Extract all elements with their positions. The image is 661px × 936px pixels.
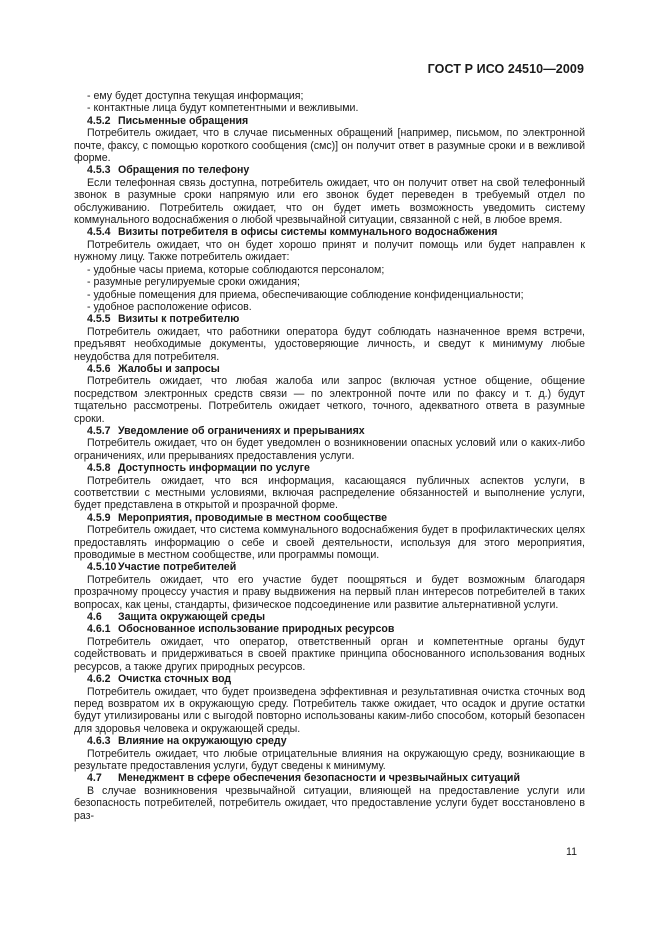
section-title: Влияние на окружающую среду <box>118 735 287 748</box>
document-header: ГОСТ Р ИСО 24510—2009 <box>427 62 584 76</box>
section-title: Менеджмент в сфере обеспечения безопасности и чрезвычайных ситуаций <box>118 772 520 785</box>
list-item: - удобные помещения для приема, обеспечивающие соблюдение конфиденциальности; <box>87 288 524 301</box>
section-heading <box>74 363 585 375</box>
list-item: - контактные лица будут компетентными и вежливыми. <box>87 102 359 115</box>
section-heading <box>74 772 585 784</box>
section-title: Визиты к потребителю <box>118 313 240 326</box>
section-title: Участие потребителей <box>118 561 237 574</box>
document-body <box>74 90 585 822</box>
section-number: 4.6 <box>87 611 102 624</box>
section-number: 4.5.5 <box>87 313 111 326</box>
section-number: 4.6.1 <box>87 623 111 636</box>
paragraph: Потребитель ожидает, что он будет уведомлен о возникновении опасных условий или о каких-либо ограничениях, или прерываниях предоставления услуги. <box>74 437 585 462</box>
paragraph: Потребитель ожидает, что работники оператора будут соблюдать назначенное время встречи, предъявят необходимые документы, удостоверяющие личность, и сведут к минимуму любые неудобства для потребителя. <box>74 325 585 363</box>
paragraph: Потребитель ожидает, что оператор, ответственный орган и компетентные органы будут содействовать и придерживаться в своей практике принципа обоснованного использования водных ресурсов, а также других природных ресурсов. <box>74 635 585 673</box>
section-title: Защита окружающей среды <box>118 611 266 624</box>
section-number: 4.5.4 <box>87 226 111 239</box>
section-heading <box>74 164 585 176</box>
paragraph: Потребитель ожидает, что любые отрицательные влияния на окружающую среду, возникающие в результате предоставления услуги, будут сведены к минимуму. <box>74 747 585 772</box>
section-heading <box>74 735 585 747</box>
paragraph: Потребитель ожидает, что его участие будет поощряться и будет возможным благодаря прозрачному процессу участия и праву выдвижения на первый план интересов потребителей в таких вопросах, как цены, стандарты, физическое подсоединение или развитие альтернативной услуги. <box>74 573 585 611</box>
section-heading <box>74 623 585 635</box>
section-title: Письменные обращения <box>118 114 249 127</box>
list-item: - ему будет доступна текущая информация; <box>87 90 304 102</box>
section-title: Очистка сточных вод <box>118 673 232 686</box>
section-number: 4.5.7 <box>87 424 111 437</box>
section-heading <box>74 611 585 623</box>
section-heading <box>74 115 585 127</box>
paragraph: Потребитель ожидает, что вся информация, касающаяся публичных аспектов услуги, в соответствии с местными условиями, включая распределение обязанностей и выполнение услуги, будет представлена в открытой и прозрачной форме. <box>74 474 585 512</box>
section-title: Визиты потребителя в офисы системы коммунального водоснабжения <box>118 226 498 239</box>
paragraph: Потребитель ожидает, что он будет хорошо принят и получит помощь или будет направлен к нужному лицу. Также потребитель ожидает: <box>74 238 585 264</box>
section-number: 4.5.10 <box>87 561 117 574</box>
list-item: - удобное расположение офисов. <box>87 300 252 313</box>
list-item: - удобные часы приема, которые соблюдаются персоналом; <box>87 263 385 276</box>
section-heading <box>74 425 585 437</box>
paragraph: В случае возникновения чрезвычайной ситуации, влияющей на предоставление услуги или безопасность потребителей, потребитель ожидает, что предоставление услуги будет восстановлено в раз- <box>74 784 585 822</box>
section-heading <box>74 512 585 524</box>
list-item: - разумные регулируемые сроки ожидания; <box>87 276 300 289</box>
paragraph: Потребитель ожидает, что система коммунального водоснабжения будет в профилактических целях предоставлять информацию о себе и своей деятельности, используя для этого мероприятия, проводимые в местном сообществе, или программы помощи. <box>74 524 585 562</box>
section-number: 4.6.3 <box>87 735 111 748</box>
section-heading <box>74 673 585 685</box>
section-title: Жалобы и запросы <box>118 362 220 375</box>
section-title: Доступность информации по услуге <box>118 462 310 475</box>
section-heading <box>74 561 585 573</box>
section-number: 4.5.8 <box>87 462 111 475</box>
paragraph: Потребитель ожидает, что в случае письменных обращений [например, письмом, по электронной почте, факсу, с помощью короткого сообщения (смс)] он получит ответ в разумные сроки и в вежливой форме. <box>74 127 585 165</box>
section-heading <box>74 226 585 238</box>
section-number: 4.5.9 <box>87 511 111 524</box>
section-number: 4.6.2 <box>87 673 111 686</box>
section-number: 4.5.6 <box>87 362 111 375</box>
section-title: Обращения по телефону <box>118 164 250 177</box>
page-number: 11 <box>566 846 577 858</box>
section-number: 4.5.2 <box>87 114 111 127</box>
section-title: Обоснованное использование природных ресурсов <box>118 623 395 636</box>
paragraph: Потребитель ожидает, что будет произведена эффективная и результативная очистка сточных вод перед возвратом их в окружающую среду. Потребитель также ожидает, что осадок и другие остатки будут утилизированы или с выгодой повторно использованы каким-либо способом, который безопасен для здоровья человека и окружающей среды. <box>74 685 585 735</box>
section-title: Уведомление об ограничениях и прерываниях <box>118 424 365 437</box>
paragraph: Потребитель ожидает, что любая жалоба или запрос (включая устное общение, общение посредством электронных средств связи — по электронной почте или по факсу и т. д.) будут тщательно рассмотрены. Потребитель ожидает четкого, точного, адекватного ответа в разумные сроки. <box>74 375 585 425</box>
section-heading <box>74 462 585 474</box>
section-title: Мероприятия, проводимые в местном сообществе <box>118 511 388 524</box>
section-number: 4.5.3 <box>87 164 111 177</box>
paragraph: Если телефонная связь доступна, потребитель ожидает, что он получит ответ на свой телефонный звонок в разумные сроки напрямую или его звонок будет переведен в требуемый отдел по обслуживанию. Потребитель ожидает, что он будет иметь возможность уведомить систему коммунального водоснабжения о любой чрезвычайной ситуации, связанной с ней, в любое время. <box>74 176 585 227</box>
section-heading <box>74 313 585 325</box>
section-number: 4.7 <box>87 772 102 785</box>
